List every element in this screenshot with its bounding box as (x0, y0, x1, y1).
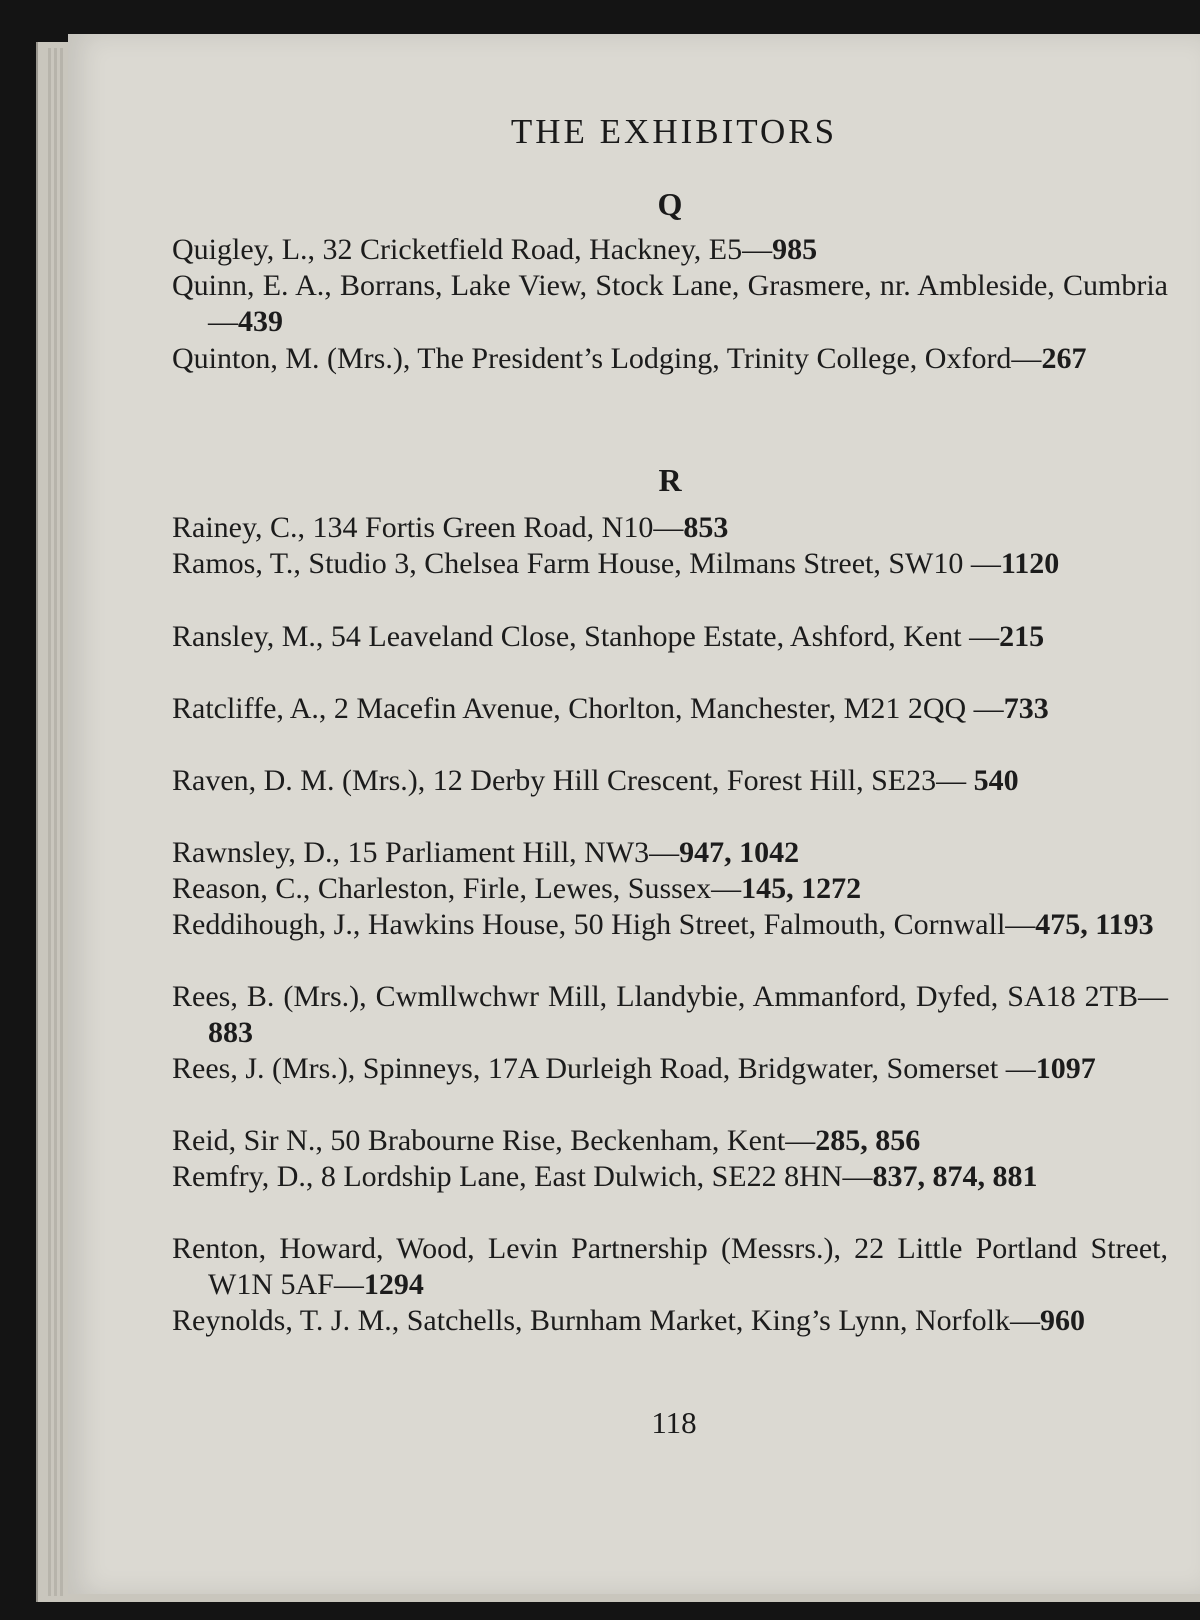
list-item: Remfry, D., 8 Lordship Lane, East Dulwich, SE22 8HN—837, 874, 881 (172, 1160, 1038, 1193)
list-item: Renton, Howard, Wood, Levin Partnership (Messrs.), 22 Little Portland Street, W1N 5AF—1294 (172, 1232, 1168, 1301)
list-item: Reynolds, T. J. M., Satchells, Burnham Market, King’s Lynn, Norfolk—960 (172, 1304, 1085, 1337)
page-number: 118 (651, 1405, 697, 1440)
page-edge-line (60, 48, 63, 1596)
list-item: Ratcliffe, A., 2 Macefin Avenue, Chorlton, Manchester, M21 2QQ —733 (172, 692, 1049, 725)
page-edge-line (48, 48, 51, 1596)
list-item: Reddihough, J., Hawkins House, 50 High Street, Falmouth, Cornwall—475, 1193 (172, 908, 1154, 941)
list-item: Quigley, L., 32 Cricketfield Road, Hackney, E5—985 (172, 233, 818, 266)
list-item: Rainey, C., 134 Fortis Green Road, N10—853 (172, 511, 729, 544)
list-item: Rees, J. (Mrs.), Spinneys, 17A Durleigh Road, Bridgwater, Somerset —1097 (172, 1052, 1096, 1085)
list-item: Reid, Sir N., 50 Brabourne Rise, Beckenham, Kent—285, 856 (172, 1124, 921, 1157)
list-item: Quinton, M. (Mrs.), The President’s Lodging, Trinity College, Oxford—267 (172, 342, 1087, 375)
list-item: Ransley, M., 54 Leaveland Close, Stanhope Estate, Ashford, Kent —215 (172, 620, 1045, 653)
list-item: Quinn, E. A., Borrans, Lake View, Stock Lane, Grasmere, nr. Ambleside, Cumbria—439 (172, 269, 1168, 338)
page-edge-line (54, 48, 57, 1596)
list-item: Ramos, T., Studio 3, Chelsea Farm House, Milmans Street, SW10 —1120 (172, 547, 1060, 580)
list-item: Rawnsley, D., 15 Parliament Hill, NW3—947, 1042 (172, 836, 800, 869)
section-letter-q: Q (657, 186, 683, 222)
page-title: THE EXHIBITORS (510, 112, 838, 151)
list-item: Raven, D. M. (Mrs.), 12 Derby Hill Crescent, Forest Hill, SE23— 540 (172, 764, 1019, 797)
list-item: Rees, B. (Mrs.), Cwmllwchwr Mill, Llandybie, Ammanford, Dyfed, SA18 2TB—883 (172, 980, 1168, 1049)
section-letter-r: R (658, 462, 682, 498)
list-item: Reason, C., Charleston, Firle, Lewes, Sussex—145, 1272 (172, 872, 862, 905)
